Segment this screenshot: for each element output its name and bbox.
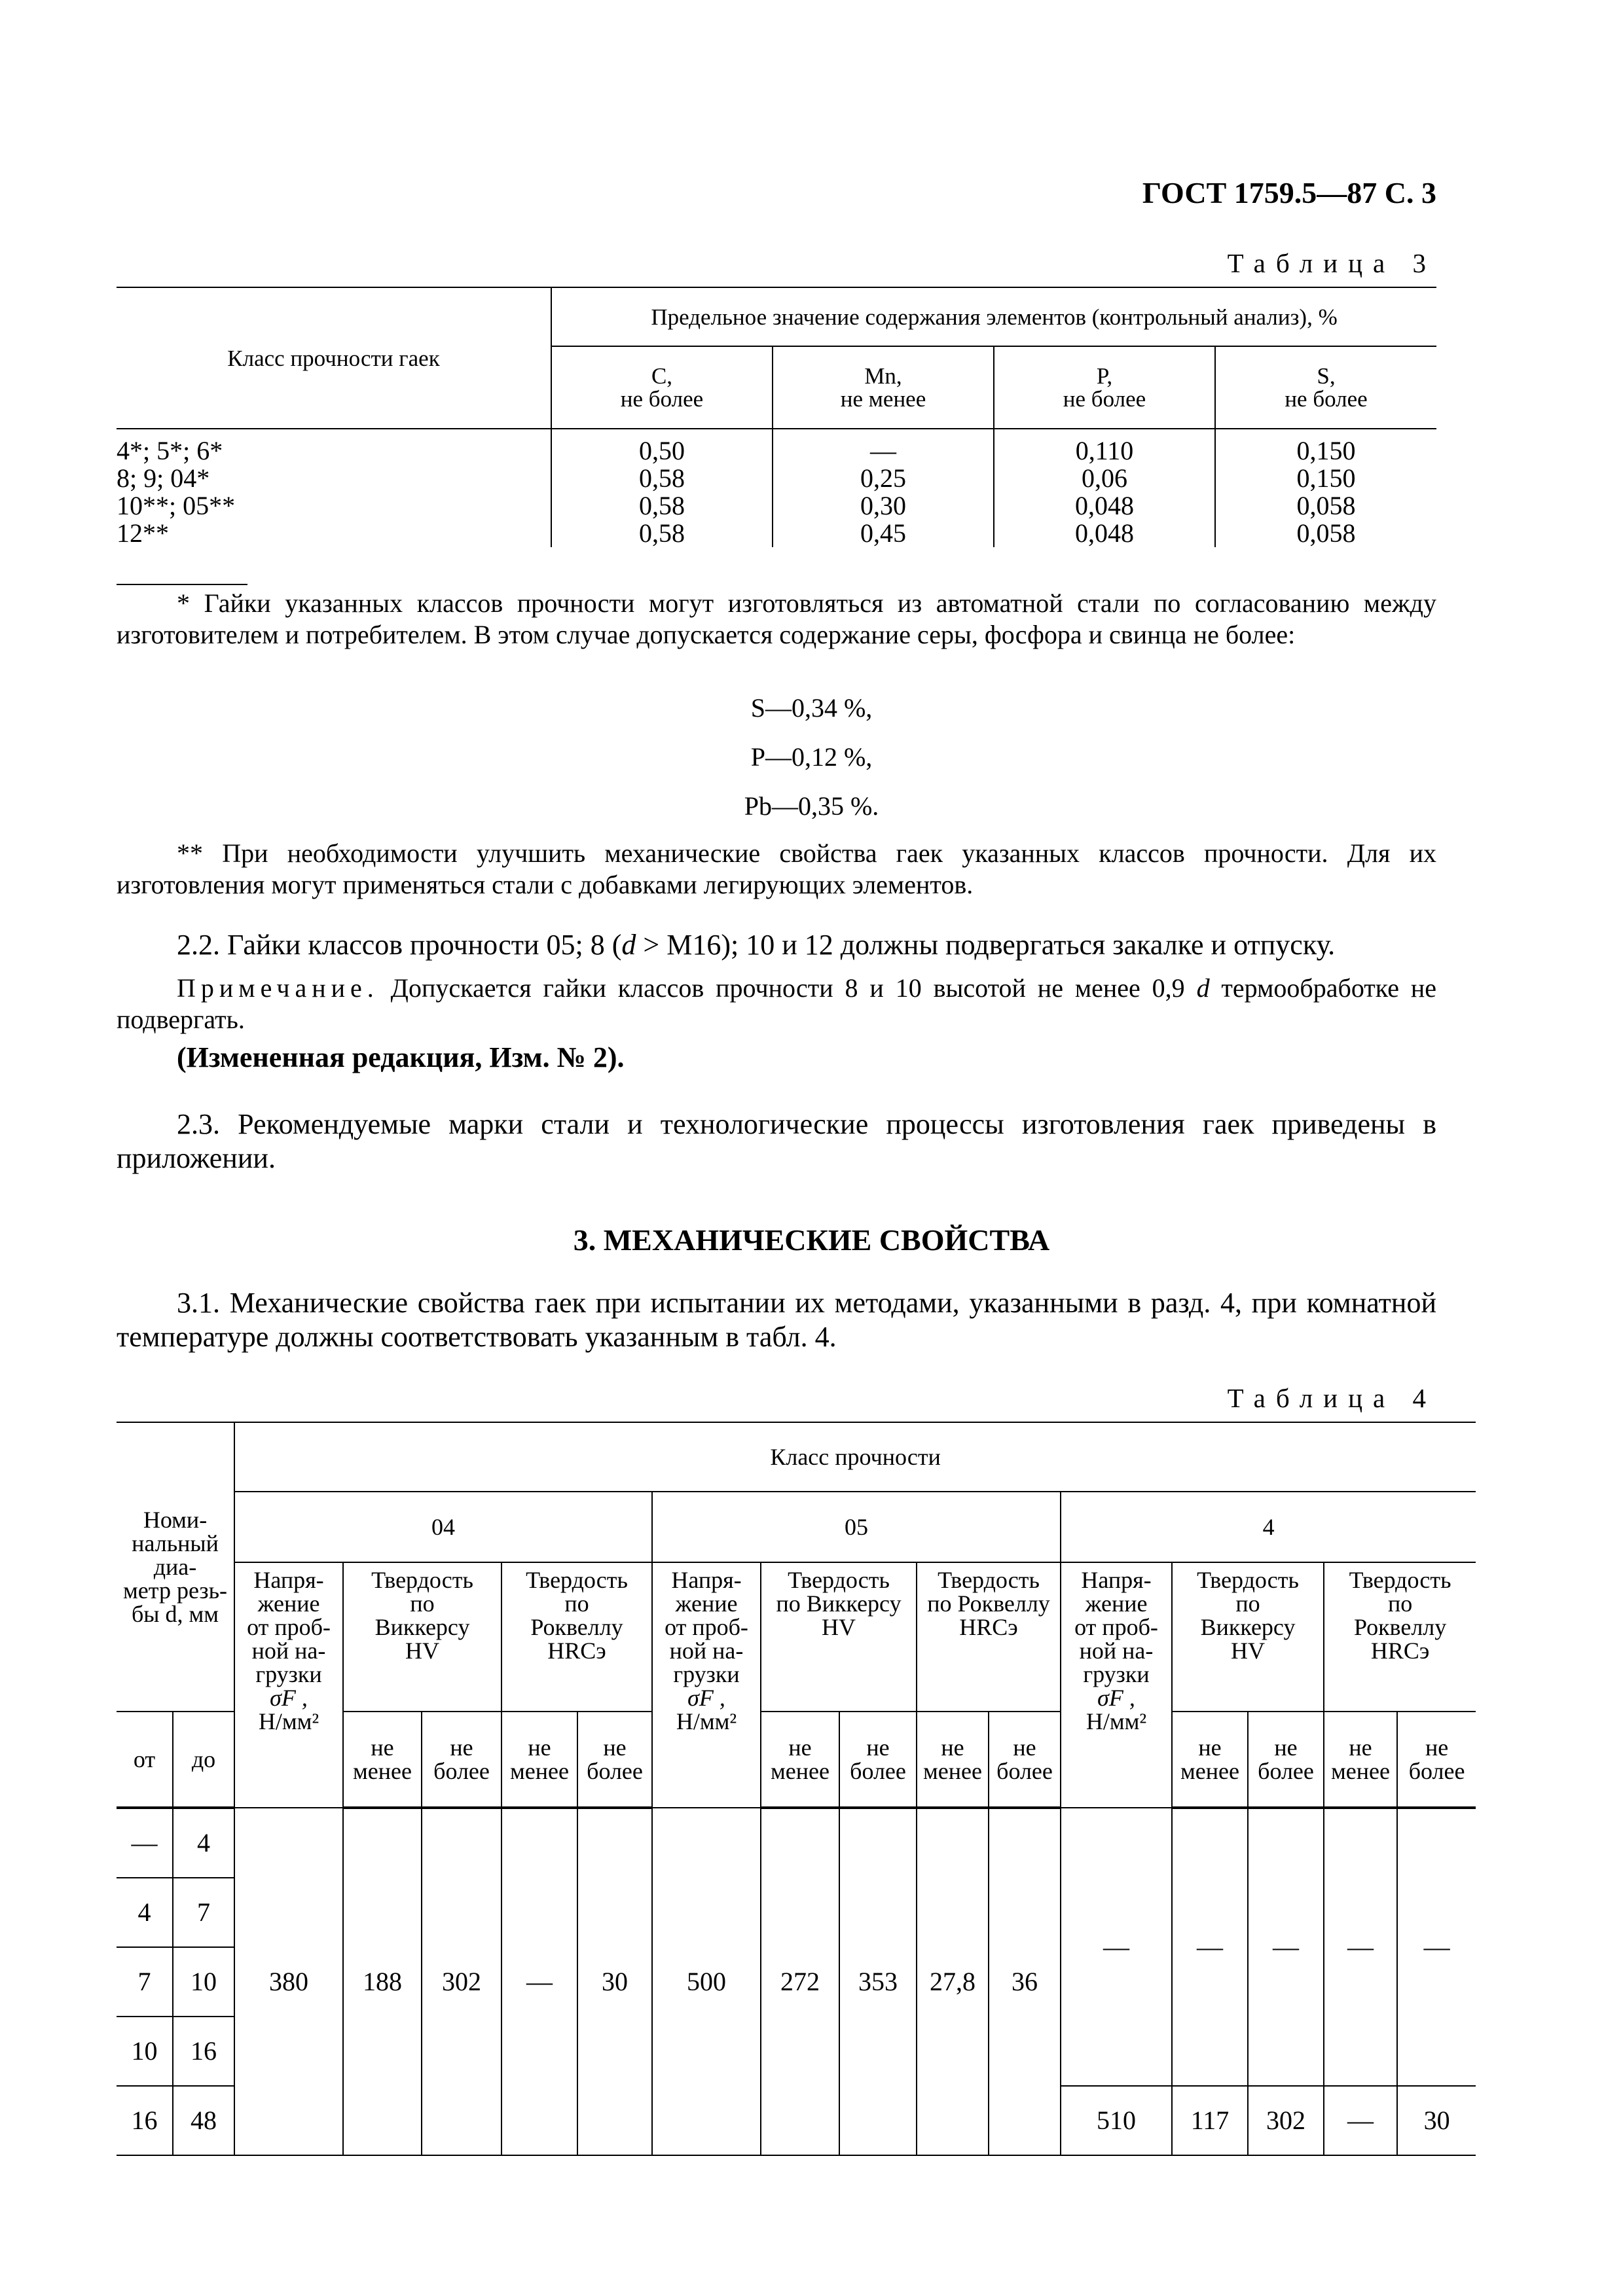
- table3-col-mn: Mn, не менее: [773, 346, 994, 429]
- table4-hrc-header-4: Твердость по Роквеллу HRCэ: [1324, 1562, 1476, 1712]
- table-cell: 0,06: [1082, 463, 1127, 493]
- table3: [117, 287, 1436, 547]
- table-cell: 48: [173, 2086, 234, 2155]
- table-cell: 16: [117, 2086, 173, 2155]
- table-cell: 302: [1248, 2086, 1324, 2155]
- table-cell: 0,058: [1296, 491, 1356, 520]
- table4-max-header: не более: [422, 1712, 501, 1808]
- table3-class-header: Класс прочности гаек: [117, 287, 551, 429]
- table4-stress-header-05: Напря- жение от проб- ной на- грузки σF , Н/мм²: [652, 1562, 761, 1808]
- table3-mn-column: [773, 429, 994, 547]
- table-cell: —: [1172, 1808, 1248, 2086]
- table-cell: 0,50: [639, 436, 685, 465]
- table-cell: 36: [989, 1808, 1061, 2155]
- table-cell: 353: [839, 1808, 917, 2155]
- section-3-title: 3. МЕХАНИЧЕСКИЕ СВОЙСТВА: [573, 1223, 1050, 1257]
- table-cell: 272: [761, 1808, 839, 2155]
- table-cell: 0,58: [639, 463, 685, 493]
- table4-min-header: не менее: [343, 1712, 422, 1808]
- table4-hv-header-05: Твердость по Виккерсу HV: [761, 1562, 917, 1712]
- table-cell: 7: [117, 1947, 173, 2017]
- table-cell: 117: [1172, 2086, 1248, 2155]
- table-cell: 30: [577, 1808, 652, 2155]
- table-cell: 302: [422, 1808, 501, 2155]
- amendment-note: (Измененная редакция, Изм. № 2).: [177, 1041, 625, 1073]
- table-cell: 16: [173, 2017, 234, 2086]
- table4-hv-header-4: Твердость по Виккерсу HV: [1172, 1562, 1324, 1712]
- table-cell: 4*; 5*; 6*: [117, 436, 223, 465]
- table-cell: 30: [1397, 2086, 1476, 2155]
- table-cell: 0,048: [1075, 518, 1134, 548]
- table3-s-column: [1215, 429, 1436, 547]
- table3-group-header: Предельное значение содержания элементов (контрольный анализ), %: [551, 287, 1436, 346]
- table-cell: 10: [173, 1947, 234, 2017]
- formula-s: S—0,34 %,: [750, 693, 873, 723]
- table-cell: 4: [117, 1878, 173, 1947]
- footnote-1: * Гайки указанных классов прочности могут изготовляться из автоматной стали по согласованию между изготовителем и потребителем. В этом случае допускается содержание серы, фосфора и свинца не более:: [117, 588, 1436, 649]
- table3-c-column: [551, 429, 773, 547]
- table-cell: —: [117, 1808, 173, 1878]
- page-header: ГОСТ 1759.5—87 С. 3: [1142, 176, 1436, 209]
- table-cell: —: [1061, 1808, 1172, 2086]
- table4-max-header: не более: [989, 1712, 1061, 1808]
- table-cell: 10: [117, 2017, 173, 2086]
- table4-to-header: до: [173, 1712, 234, 1808]
- table-cell: 0,150: [1296, 436, 1356, 465]
- table4-min-header: не менее: [1324, 1712, 1397, 1808]
- table4: [117, 1422, 1476, 2156]
- note-label: Примечание.: [177, 973, 379, 1003]
- table-cell: 10**; 05**: [117, 491, 236, 520]
- table-cell: 7: [173, 1878, 234, 1947]
- table-cell: 0,45: [860, 518, 906, 548]
- table-cell: —: [1324, 2086, 1397, 2155]
- footnote-2: ** При необходимости улучшить механические свойства гаек указанных классов прочности. Для их изготовления могут применяться стали с добавками легирующих элементов.: [117, 838, 1436, 899]
- table4-max-header: не более: [1397, 1712, 1476, 1808]
- table-cell: —: [501, 1808, 577, 2155]
- table4-max-header: не более: [839, 1712, 917, 1808]
- table3-p-column: [994, 429, 1215, 547]
- table-cell: 0,150: [1296, 463, 1356, 493]
- table-cell: —: [1397, 1808, 1476, 2086]
- table-cell: —: [1324, 1808, 1397, 2086]
- table3-class-column: [117, 429, 551, 547]
- table-cell: 4: [173, 1808, 234, 1878]
- table3-col-p: P, не более: [994, 346, 1215, 429]
- table4-class-05: 05: [652, 1492, 1061, 1562]
- table4-max-header: не более: [577, 1712, 652, 1808]
- table-cell: 12**: [117, 518, 169, 548]
- table-cell: 188: [343, 1808, 422, 2155]
- table-cell: 8; 9; 04*: [117, 463, 210, 493]
- paragraph-3-1: 3.1. Механические свойства гаек при испытании их методами, указанными в разд. 4, при комнатной температуре должны соответствовать указанным в табл. 4.: [117, 1287, 1436, 1353]
- table-cell: 0,58: [639, 491, 685, 520]
- table4-class-04: 04: [234, 1492, 652, 1562]
- table4-diameter-header: Номи- нальный диа- метр резь- бы d, мм: [117, 1422, 234, 1712]
- table-cell: 0,110: [1075, 436, 1134, 465]
- table4-hrc-header-04: Твердость по Роквеллу HRCэ: [501, 1562, 652, 1712]
- table4-hv-header-04: Твердость по Виккерсу HV: [343, 1562, 501, 1712]
- table3-caption: Таблица 3: [1227, 248, 1436, 278]
- table-cell: 0,58: [639, 518, 685, 548]
- table-row: [117, 1808, 1476, 1878]
- table4-caption: Таблица 4: [1227, 1383, 1436, 1413]
- paragraph-2-2: 2.2. Гайки классов прочности 05; 8 (d > M16); 10 и 12 должны подвергаться закалке и отпуску.: [177, 929, 1336, 961]
- table4-hrc-header-05: Твердость по Роквеллу HRCэ: [917, 1562, 1061, 1712]
- table4-from-header: от: [117, 1712, 173, 1808]
- paragraph-2-3: 2.3. Рекомендуемые марки стали и технологические процессы изготовления гаек приведены в приложении.: [117, 1108, 1436, 1174]
- formula-p: P—0,12 %,: [750, 742, 873, 772]
- table-cell: 380: [234, 1808, 343, 2155]
- table4-class-4: 4: [1061, 1492, 1476, 1562]
- table4-min-header: не менее: [1172, 1712, 1248, 1808]
- table3-col-c: C, не более: [551, 346, 773, 429]
- table4-min-header: не менее: [917, 1712, 989, 1808]
- table-cell: 0,25: [860, 463, 906, 493]
- table-cell: 510: [1061, 2086, 1172, 2155]
- table-cell: 0,058: [1296, 518, 1356, 548]
- table-cell: —: [870, 436, 896, 465]
- table4-max-header: не более: [1248, 1712, 1324, 1808]
- table4-class-header: Класс прочности: [234, 1422, 1476, 1492]
- footnote-divider: [117, 584, 247, 585]
- table4-stress-header-04: Напря- жение от проб- ной на- грузки σF , Н/мм²: [234, 1562, 343, 1808]
- table-cell: —: [1248, 1808, 1324, 2086]
- table4-min-header: не менее: [761, 1712, 839, 1808]
- table4-stress-header-4: Напря- жение от проб- ной на- грузки σF , Н/мм²: [1061, 1562, 1172, 1808]
- table-cell: 0,30: [860, 491, 906, 520]
- table4-min-header: не менее: [501, 1712, 577, 1808]
- table-cell: 500: [652, 1808, 761, 2155]
- table-cell: 27,8: [917, 1808, 989, 2155]
- formula-pb: Pb—0,35 %.: [744, 791, 879, 821]
- table-cell: 0,048: [1075, 491, 1134, 520]
- table3-col-s: S, не более: [1215, 346, 1436, 429]
- note: Примечание. Допускается гайки классов прочности 8 и 10 высотой не менее 0,9 d термообработке не подвергать.: [117, 973, 1437, 1034]
